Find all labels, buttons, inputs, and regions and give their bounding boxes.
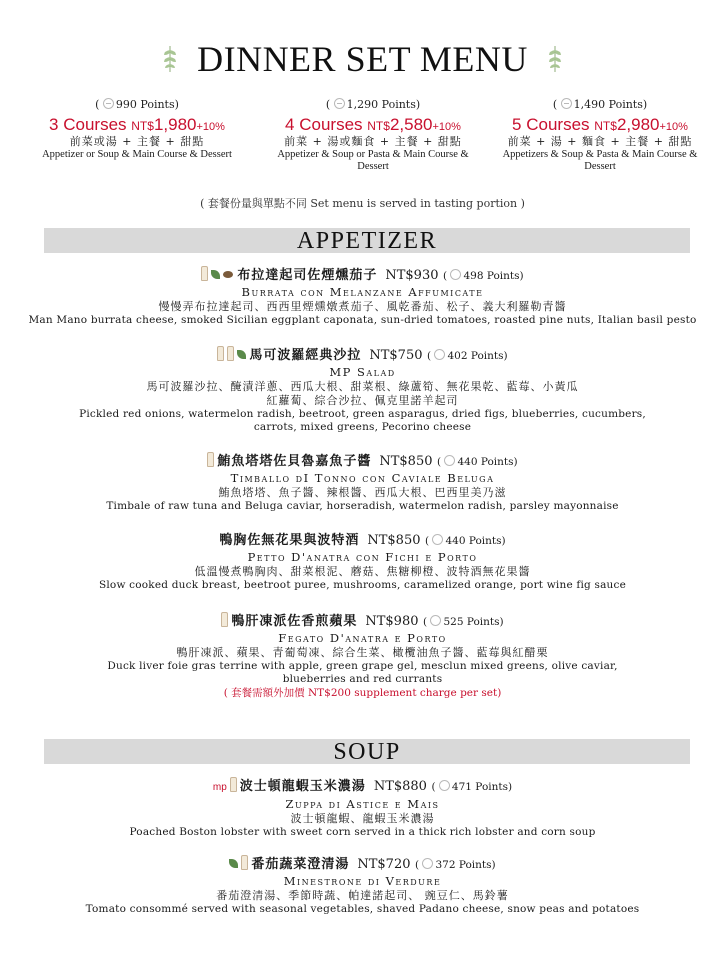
course-surcharge: +10%	[659, 120, 688, 133]
points-coin-icon	[450, 269, 461, 280]
item-price: NT$850	[367, 533, 421, 548]
item-zh-desc: 波士頓龍蝦、龍蝦玉米濃湯	[290, 812, 435, 825]
points-coin-icon	[561, 98, 572, 109]
item-italian-name: Minestrone di Verdure	[283, 874, 442, 888]
menu-item	[0, 855, 725, 916]
portion-note: ( 套餐份量與單點不同 Set menu is served in tasting portion )	[200, 197, 525, 210]
wine-pairing-icon	[201, 266, 208, 281]
vegetarian-leaf-icon	[211, 270, 220, 279]
item-price: NT$850	[379, 454, 433, 469]
course-price: 1,980	[153, 114, 197, 134]
item-price: NT$880	[373, 779, 427, 794]
course-en: Appetizers & Soup & Pasta & Main Course & Dessert	[502, 148, 698, 172]
menu-item	[0, 612, 725, 700]
item-price: NT$930	[385, 268, 439, 283]
course-currency: NT$	[594, 118, 617, 133]
item-zh-desc: 慢慢弄布拉達起司、西西里煙燻燉煮茄子、風乾番茄、松子、義大利羅勒青醬	[158, 300, 567, 313]
course-title: 4 Courses	[285, 114, 363, 134]
points-coin-icon	[103, 98, 114, 109]
item-points: ( 440 Points)	[425, 535, 506, 547]
item-en-desc: Slow cooked duck breast, beetroot puree, mushrooms, caramelized orange, port wine fig sauce	[98, 579, 627, 591]
item-points: ( 471 Points)	[431, 781, 513, 793]
course-currency: NT$	[367, 118, 390, 133]
item-points-value: 440 Points	[457, 456, 514, 468]
course-points-value: 1,490 Points	[573, 98, 643, 111]
course-price: 2,580	[389, 114, 433, 134]
item-header	[0, 612, 725, 631]
item-italian-name: Zuppa di Astice e Mais	[285, 797, 440, 811]
course-points-value: 1,290 Points	[346, 98, 416, 111]
item-en-desc: Poached Boston lobster with sweet corn served in a thick rich lobster and corn soup	[129, 826, 596, 838]
wine-pairing-icon	[227, 346, 234, 361]
item-en-desc: Tomato consommé served with seasonal vegetables, shaved Padano cheese, snow peas and potatoes	[85, 903, 640, 915]
points-coin-icon	[444, 455, 455, 466]
course-option-3	[22, 98, 252, 161]
course-currency: NT$	[131, 118, 154, 133]
item-zh-name: 鴨肝凍派佐香煎蘋果	[231, 614, 358, 629]
item-zh-desc: 鮪魚塔塔、魚子醬、辣根醬、西瓜大根、巴西里美乃滋	[218, 486, 507, 499]
points-coin-icon	[439, 780, 450, 791]
wine-pairing-icon	[221, 612, 228, 627]
item-en-desc: Pickled red onions, watermelon radish, beetroot, green asparagus, dried figs, blueberries, cucumbers,	[79, 408, 646, 420]
item-points: ( 402 Points)	[427, 350, 508, 362]
item-zh-desc: 番茄澄清湯、季節時蔬、帕達諾起司、 豌豆仁、馬鈴薯	[216, 889, 509, 902]
item-points: ( 525 Points)	[423, 616, 504, 628]
item-en-desc: Duck liver foie gras terrine with apple, green grape gel, mesclun mixed greens, olive caviar,	[107, 660, 618, 672]
item-header	[0, 346, 725, 365]
item-zh-desc: 鴨肝凍派、蘋果、青葡萄凍、綜合生菜、橄欖油魚子醬、藍莓與紅醋栗	[176, 646, 549, 659]
item-en-desc: Man Mano burrata cheese, smoked Sicilian eggplant caponata, sun-dried tomatoes, roasted pine nuts, Italian basil pesto	[28, 314, 697, 326]
course-zh: 前菜 + 湯 + 麵食 + 主餐 + 甜點	[507, 135, 693, 149]
course-name	[258, 115, 488, 135]
leaf-left-icon	[162, 44, 178, 74]
nut-icon	[223, 271, 233, 278]
points-coin-icon	[334, 98, 345, 109]
item-zh-name: 鮪魚塔塔佐貝魯嘉魚子醬	[217, 454, 372, 469]
wine-pairing-icon	[230, 777, 237, 792]
vegetarian-leaf-icon	[237, 350, 246, 359]
points-coin-icon	[430, 615, 441, 626]
item-points: ( 498 Points)	[443, 270, 524, 282]
course-price: 2,980	[616, 114, 660, 134]
wine-pairing-icon	[207, 452, 214, 467]
item-header	[0, 452, 725, 471]
menu-header	[0, 38, 725, 80]
section-soup-title: SOUP	[44, 739, 690, 764]
menu-item	[0, 532, 725, 592]
page-title: DINNER SET MENU	[197, 39, 528, 79]
course-points: ( 1,290 Points)	[325, 98, 421, 111]
item-zh-name: 波士頓龍蝦玉米濃湯	[239, 779, 366, 794]
course-option-5	[490, 98, 710, 173]
item-italian-name: Petto D'anatra con Fichi e Porto	[247, 550, 478, 564]
item-points-value: 372 Points	[435, 859, 492, 871]
wine-pairing-icon	[241, 855, 248, 870]
course-zh: 前菜或湯 + 主餐 + 甜點	[69, 135, 205, 149]
item-zh-name: 布拉達起司佐煙燻茄子	[237, 268, 378, 283]
item-italian-name: Burrata con Melanzane Affumicate	[241, 285, 484, 299]
course-title: 3 Courses	[49, 114, 127, 134]
menu-item	[0, 777, 725, 839]
item-en-desc: Timbale of raw tuna and Beluga caviar, horseradish, watermelon radish, parsley mayonnaise	[106, 500, 619, 512]
course-en: Appetizer or Soup & Main Course & Dessert	[42, 148, 232, 160]
item-zh-desc: 馬可波羅沙拉、醃漬洋蔥、西瓜大根、甜菜根、綠蘆筍、無花果乾、藍莓、小黃瓜	[146, 380, 579, 393]
course-points: ( 1,490 Points)	[552, 98, 648, 111]
item-points-value: 525 Points	[443, 616, 500, 628]
wine-pairing-icon	[217, 346, 224, 361]
menu-item	[0, 346, 725, 434]
course-points: ( 990 Points)	[95, 98, 179, 111]
item-zh-desc: 低溫慢煮鴨胸肉、甜菜根泥、蘑菇、焦糖柳橙、波特酒無花果醬	[194, 565, 531, 578]
item-header	[0, 266, 725, 285]
item-italian-name: Fegato D'anatra e Porto	[278, 631, 447, 645]
mp-badge: mp	[212, 782, 227, 793]
supplement-note: ( 套餐需額外加價 NT$200 supplement charge per set)	[223, 687, 502, 699]
item-en-desc: carrots, mixed greens, Pecorino cheese	[253, 421, 472, 433]
item-italian-name: Timballo dI Tonno con Caviale Beluga	[230, 471, 495, 485]
points-coin-icon	[434, 349, 445, 360]
course-name	[22, 115, 252, 135]
vegetarian-leaf-icon	[229, 859, 238, 868]
item-zh-name: 番茄蔬菜澄清湯	[251, 857, 350, 872]
item-italian-name: MP Salad	[329, 365, 396, 379]
course-points-value: 990 Points	[115, 98, 175, 111]
item-points-value: 471 Points	[451, 781, 508, 793]
section-appetizer-title: APPETIZER	[44, 228, 690, 253]
item-zh-name: 鴨胸佐無花果與波特酒	[219, 533, 360, 548]
course-name	[490, 115, 710, 135]
course-surcharge: +10%	[432, 120, 461, 133]
item-price: NT$980	[365, 614, 419, 629]
leaf-right-icon	[547, 44, 563, 74]
item-points: ( 440 Points)	[437, 456, 518, 468]
menu-item	[0, 452, 725, 513]
item-en-desc: blueberries and red currants	[282, 673, 443, 685]
item-zh-name: 馬可波羅經典沙拉	[249, 348, 362, 363]
menu-item	[0, 266, 725, 327]
item-price: NT$750	[369, 348, 423, 363]
item-header	[0, 532, 725, 550]
item-points-value: 440 Points	[445, 535, 502, 547]
course-title: 5 Courses	[512, 114, 590, 134]
item-points-value: 498 Points	[463, 270, 520, 282]
points-coin-icon	[422, 858, 433, 869]
course-option-4	[258, 98, 488, 173]
points-coin-icon	[432, 534, 443, 545]
course-surcharge: +10%	[196, 120, 225, 133]
item-zh-desc: 紅蘿蔔、綜合沙拉、佩克里諾羊起司	[266, 394, 459, 407]
item-header	[0, 777, 725, 797]
course-zh: 前菜 + 湯或麵食 + 主餐 + 甜點	[284, 135, 462, 149]
item-price: NT$720	[357, 857, 411, 872]
course-en: Appetizer & Soup or Pasta & Main Course & Dessert	[277, 148, 469, 172]
item-header	[0, 855, 725, 874]
item-points: ( 372 Points)	[415, 859, 496, 871]
item-points-value: 402 Points	[447, 350, 504, 362]
